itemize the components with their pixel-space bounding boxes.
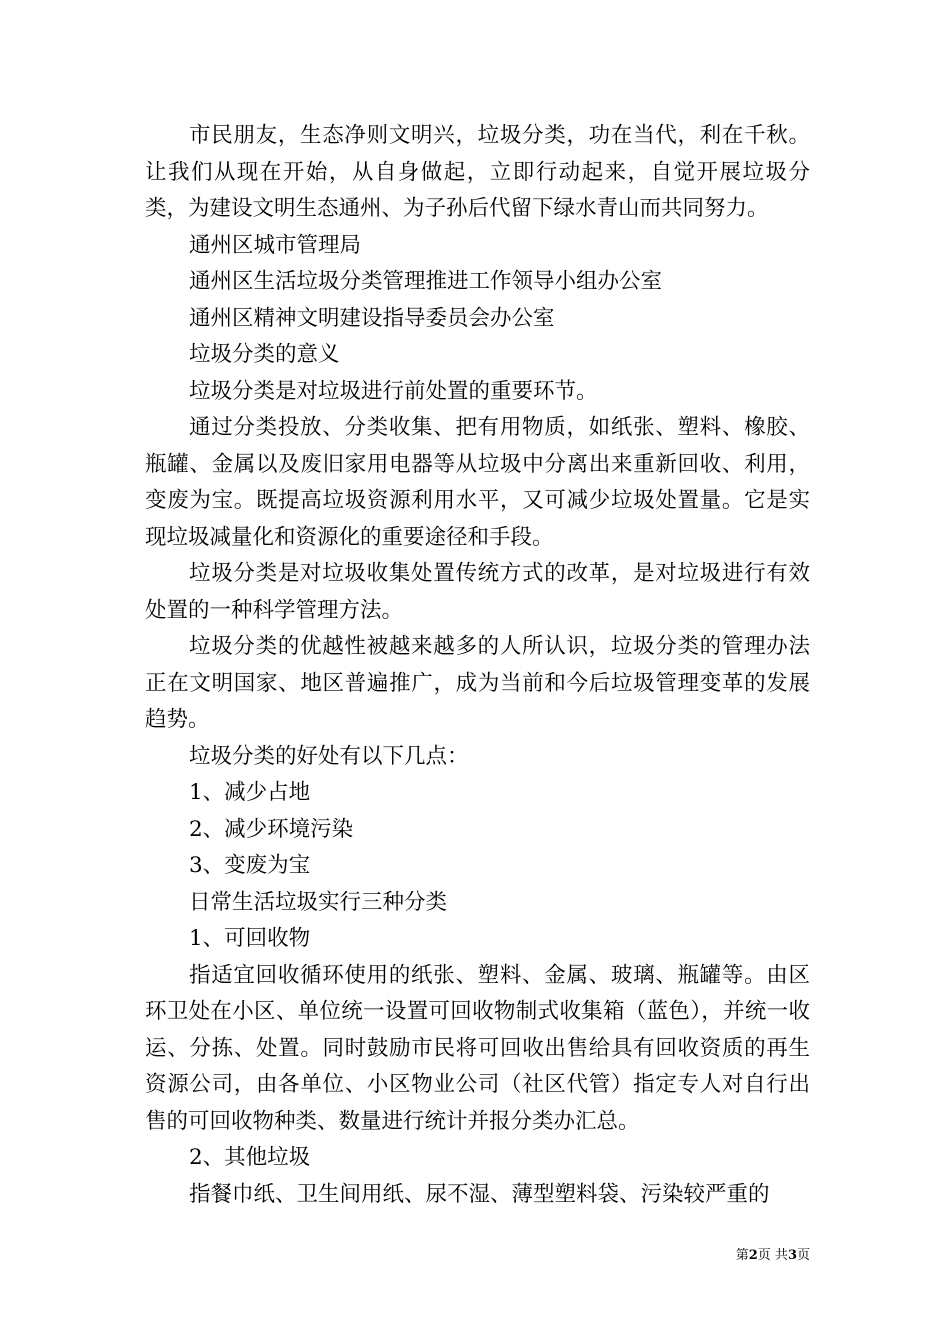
- paragraph: 通州区城市管理局: [189, 232, 362, 258]
- footer-prefix: 第: [735, 1248, 749, 1263]
- section-heading: 日常生活垃圾实行三种分类: [189, 889, 448, 915]
- paragraph: 指餐巾纸、卫生间用纸、尿不湿、薄型塑料袋、污染较严重的: [189, 1181, 770, 1207]
- list-item: 1、可回收物: [189, 926, 311, 951]
- list-item: 1、减少占地: [189, 780, 311, 805]
- section-heading: 垃圾分类的意义: [189, 342, 340, 367]
- paragraph: 指适宜回收循环使用的纸张、塑料、金属、玻璃、瓶罐等。由区环卫处在小区、单位统一设置可回收物制式收集箱（蓝色），并统一收运、分拣、处置。同时鼓励市民将可回收出售给具有回收资质的再生资源公司，由各单位、小区物业公司（社区代管）指定专人对自行出售的可回收物种类、数量进行统计并报分类办汇总。: [145, 962, 810, 1134]
- footer-middle: 页 共: [757, 1248, 788, 1263]
- paragraph: 通过分类投放、分类收集、把有用物质，如纸张、塑料、橡胶、瓶罐、金属以及废旧家用电器等从垃圾中分离出来重新回收、利用，变废为宝。既提高垃圾资源利用水平，又可减少垃圾处置量。它是实现垃圾减量化和资源化的重要途径和手段。: [145, 415, 810, 550]
- page-footer: [710, 1248, 810, 1264]
- paragraph: 垃圾分类的好处有以下几点：: [189, 743, 469, 769]
- list-item: 2、减少环境污染: [189, 816, 354, 842]
- total-pages-number: 3: [787, 1248, 797, 1263]
- paragraph: 垃圾分类是对垃圾进行前处置的重要环节。: [189, 378, 598, 404]
- footer-suffix: 页: [796, 1248, 810, 1263]
- list-item: 3、变废为宝: [189, 853, 311, 878]
- document-body: [145, 118, 810, 1213]
- paragraph: 通州区精神文明建设指导委员会办公室: [189, 305, 555, 331]
- paragraph: 垃圾分类的优越性被越来越多的人所认识，垃圾分类的管理办法正在文明国家、地区普遍推广，成为当前和今后垃圾管理变革的发展趋势。: [145, 634, 810, 732]
- paragraph: 通州区生活垃圾分类管理推进工作领导小组办公室: [189, 269, 663, 294]
- list-item: 2、其他垃圾: [189, 1145, 311, 1170]
- paragraph: 市民朋友，生态净则文明兴，垃圾分类，功在当代，利在千秋。让我们从现在开始，从自身做起，立即行动起来，自觉开展垃圾分类，为建设文明生态通州、为子孙后代留下绿水青山而共同努力。: [145, 123, 810, 221]
- current-page-number: 2: [748, 1248, 758, 1263]
- paragraph: 垃圾分类是对垃圾收集处置传统方式的改革，是对垃圾进行有效处置的一种科学管理方法。: [145, 561, 810, 623]
